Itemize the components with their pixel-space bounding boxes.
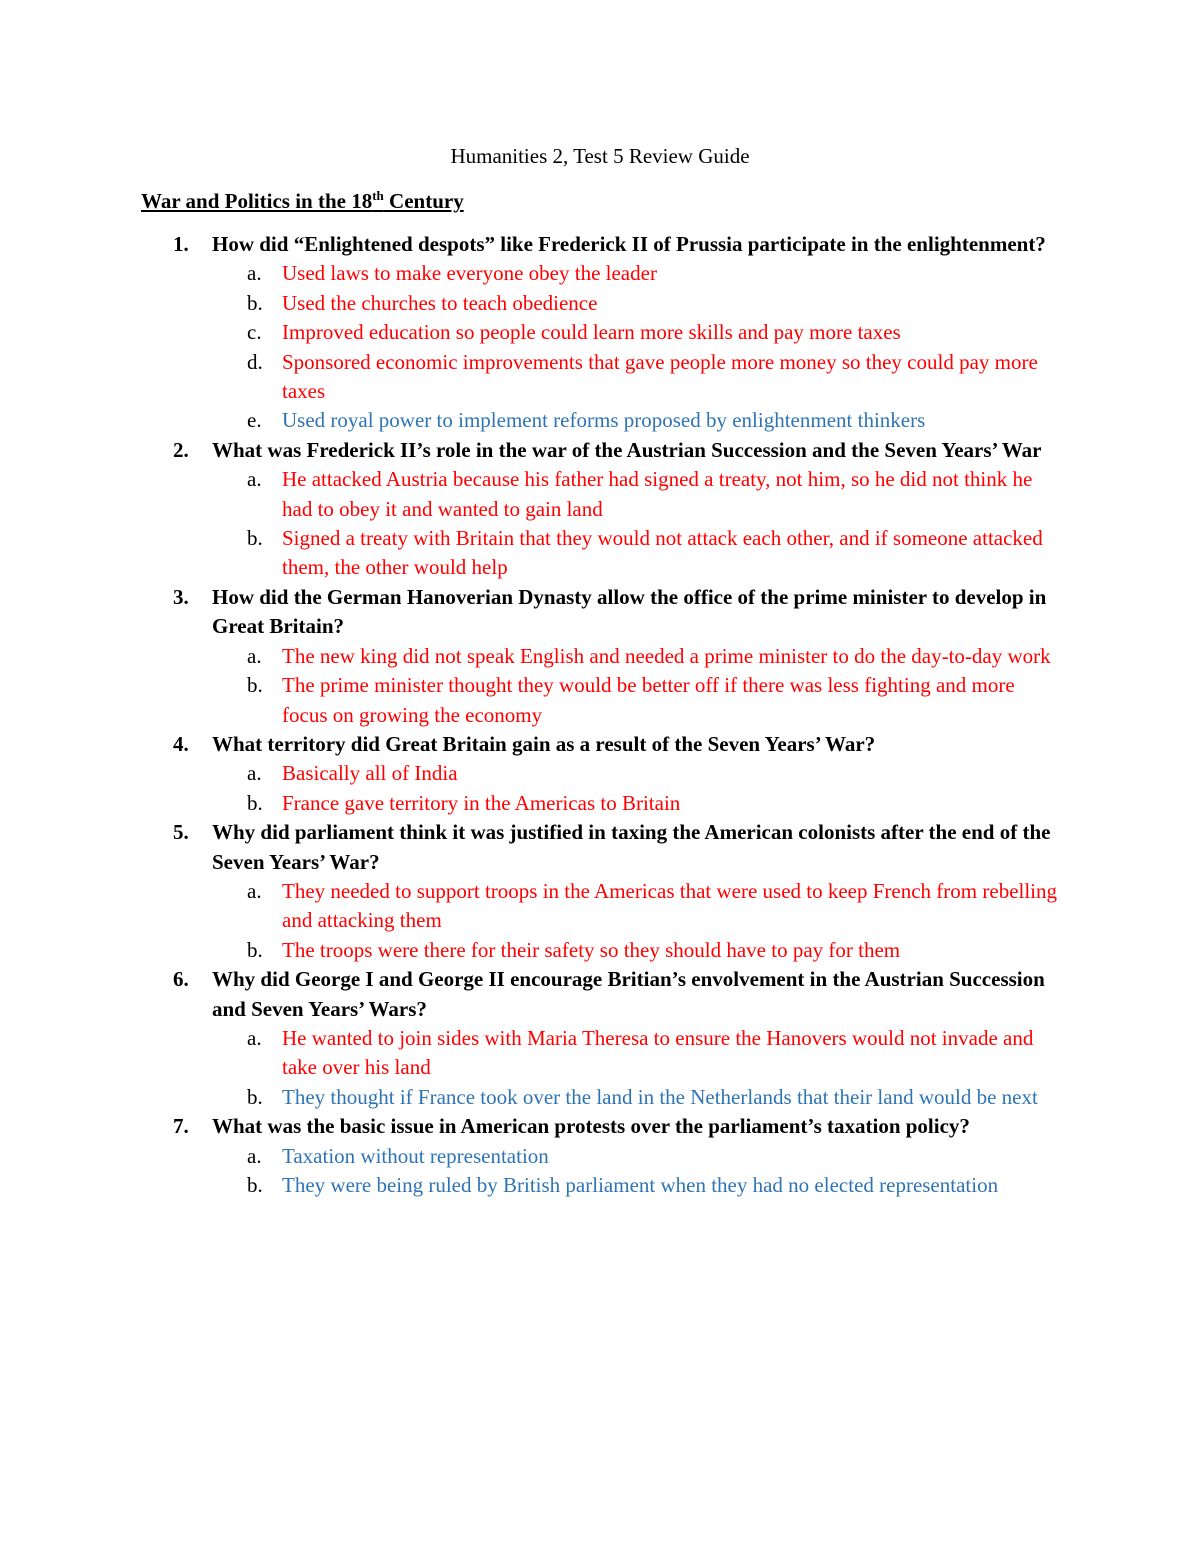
answer-letter: e.: [247, 408, 262, 433]
answer-letter: b.: [247, 1084, 263, 1109]
question-number: 7.: [173, 1114, 189, 1139]
answer-item: [0, 642, 1200, 671]
question-item: [0, 965, 1200, 1024]
answer-text: The new king did not speak English and needed a prime minister to do the day-to-day work: [282, 643, 1051, 668]
question-item: [0, 1112, 1200, 1141]
answer-item: [0, 1142, 1200, 1171]
question-item: [0, 730, 1200, 759]
answer-item: [0, 289, 1200, 318]
answer-text: Used the churches to teach obedience: [282, 290, 598, 315]
question-text: What was the basic issue in American protests over the parliament’s taxation policy?: [212, 1114, 970, 1139]
answer-item: [0, 1171, 1200, 1200]
answer-letter: d.: [247, 349, 263, 374]
answer-text: He wanted to join sides with Maria Theresa to ensure the Hanovers would not invade and take over his land: [282, 1025, 1034, 1080]
answer-letter: a.: [247, 1025, 262, 1050]
answer-item: [0, 671, 1200, 730]
question-item: [0, 230, 1200, 259]
section-heading-text-end: Century: [383, 189, 464, 213]
answer-item: [0, 789, 1200, 818]
question-number: 5.: [173, 820, 189, 845]
question-text: Why did George I and George II encourage Britian’s envolvement in the Austrian Succession and Seven Years’ Wars?: [212, 967, 1045, 1021]
question-list: [0, 230, 1200, 1200]
question-number: 3.: [173, 584, 189, 609]
question-number: 1.: [173, 232, 189, 256]
answer-item: [0, 348, 1200, 407]
answer-item: [0, 936, 1200, 965]
question-number: 4.: [173, 731, 189, 756]
answer-letter: b.: [247, 673, 263, 698]
answer-text: France gave territory in the Americas to Britain: [282, 790, 681, 815]
question-text: Why did parliament think it was justified in taxing the American colonists after the end of the Seven Years’ War?: [212, 820, 1051, 874]
question-text: What was Frederick II’s role in the war of the Austrian Succession and the Seven Years’ War: [212, 437, 1042, 462]
answer-text: Sponsored economic improvements that gave people more money so they could pay more taxes: [282, 349, 1038, 404]
question-item: [0, 583, 1200, 642]
answer-item: [0, 1083, 1200, 1112]
section-heading: [141, 187, 464, 216]
answer-letter: a.: [247, 261, 262, 286]
answer-letter: a.: [247, 643, 262, 668]
answer-item: [0, 406, 1200, 435]
answer-text: Used laws to make everyone obey the leader: [282, 261, 657, 286]
answer-letter: b.: [247, 526, 263, 551]
answer-item: [0, 465, 1200, 524]
question-item: [0, 818, 1200, 877]
document-title: Humanities 2, Test 5 Review Guide: [450, 144, 750, 168]
answer-letter: b.: [247, 290, 263, 315]
answer-item: [0, 1024, 1200, 1083]
answer-item: [0, 259, 1200, 288]
answer-text: He attacked Austria because his father had signed a treaty, not him, so he did not think he had to obey it and wanted to gain land: [282, 467, 1033, 521]
answer-item: [0, 318, 1200, 347]
answer-letter: b.: [247, 937, 263, 962]
answer-text: They were being ruled by British parliament when they had no elected representation: [282, 1173, 999, 1197]
answer-letter: a.: [247, 1143, 262, 1168]
answer-letter: a.: [247, 467, 262, 492]
answer-text: Used royal power to implement reforms proposed by enlightenment thinkers: [282, 408, 926, 433]
answer-text: The troops were there for their safety so they should have to pay for them: [282, 937, 901, 962]
question-text: What territory did Great Britain gain as a result of the Seven Years’ War?: [212, 731, 876, 756]
answer-letter: a.: [247, 878, 262, 903]
question-number: 6.: [173, 967, 189, 992]
answer-text: They needed to support troops in the Americas that were used to keep French from rebelling and attacking them: [282, 878, 1058, 933]
answer-letter: b.: [247, 1173, 263, 1197]
answer-letter: c.: [247, 320, 262, 345]
answer-text: Taxation without representation: [282, 1143, 549, 1168]
answer-letter: b.: [247, 790, 263, 815]
section-heading-text: War and Politics in the 18: [141, 189, 373, 213]
question-number: 2.: [173, 437, 189, 462]
answer-text: The prime minister thought they would be better off if there was less fighting and more focus on growing the economy: [282, 673, 1015, 727]
section-heading-superscript: th: [372, 188, 384, 203]
answer-text: They thought if France took over the land in the Netherlands that their land would be next: [282, 1084, 1038, 1109]
answer-letter: a.: [247, 761, 262, 786]
answer-item: [0, 759, 1200, 788]
answer-item: [0, 877, 1200, 936]
answer-text: Improved education so people could learn more skills and pay more taxes: [282, 320, 901, 345]
question-item: [0, 436, 1200, 465]
answer-text: Signed a treaty with Britain that they would not attack each other, and if someone attacked them, the other would help: [282, 526, 1043, 580]
answer-text: Basically all of India: [282, 761, 458, 786]
question-text: How did the German Hanoverian Dynasty allow the office of the prime minister to develop in Great Britain?: [212, 584, 1047, 639]
answer-item: [0, 524, 1200, 583]
question-text: How did “Enlightened despots” like Frederick II of Prussia participate in the enlightenment?: [212, 232, 1046, 256]
